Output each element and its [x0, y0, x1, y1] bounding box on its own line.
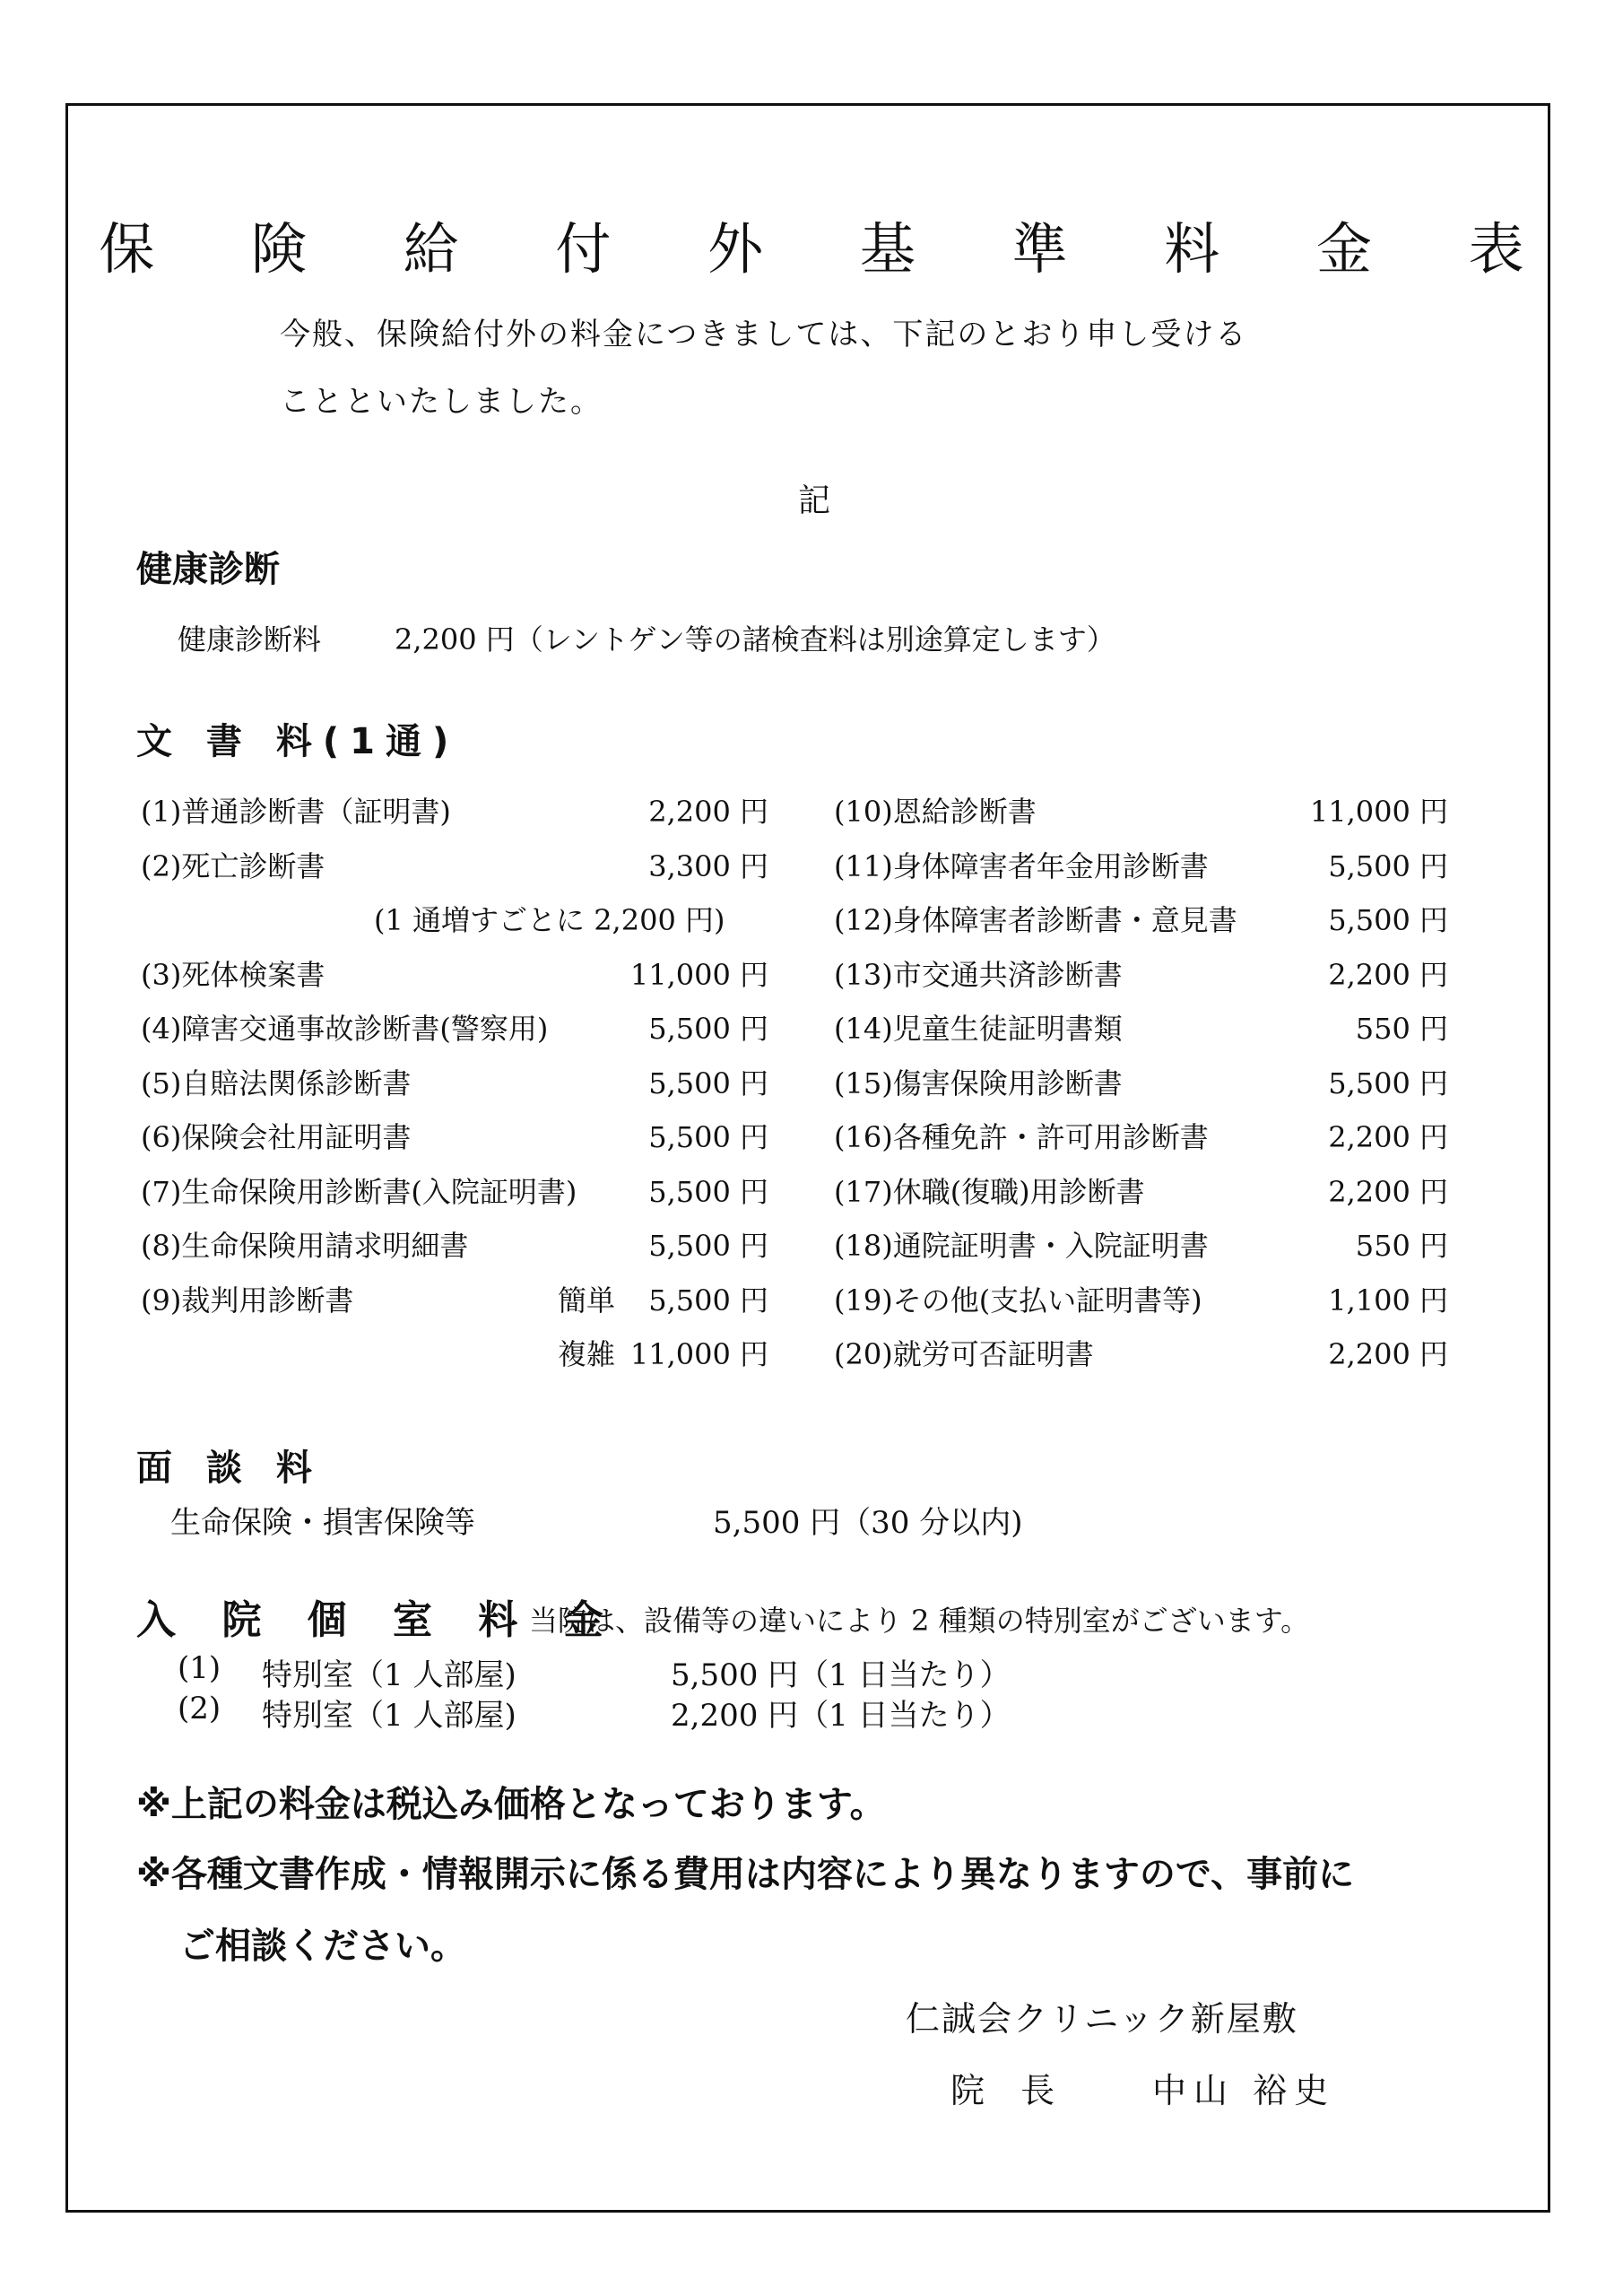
fee-row — [834, 1006, 1448, 1046]
fee-label: (7)生命保険用診断書(入院証明書) — [141, 1174, 577, 1209]
health-check-heading: 健康診断 — [136, 549, 280, 590]
fee-row — [834, 844, 1448, 883]
fee-row — [141, 1006, 768, 1046]
fee-amount: 5,500 円 — [1328, 848, 1448, 883]
director-name: 中山 裕史 — [1152, 2071, 1336, 2110]
fee-amount: 5,500 円 — [648, 1012, 768, 1046]
fee-row — [834, 1278, 1448, 1318]
fee-label: (1)普通診断書（証明書) — [141, 795, 451, 829]
fee-amount: 550 円 — [1355, 1229, 1448, 1263]
fee-amount: 3,300 円 — [648, 848, 768, 883]
fee-row — [834, 952, 1448, 992]
fee-amount: 11,000 円 — [629, 1337, 768, 1371]
fee-amount: 2,200 円 — [1328, 1120, 1448, 1154]
interview-item-label: 生命保険・損害保険等 — [170, 1505, 475, 1541]
fee-amount: 1,100 円 — [1328, 1283, 1448, 1318]
intro-line-1: 今般、保険給付外の料金につきましては、下記のとおり申し受ける — [280, 317, 1248, 352]
fee-sub-label: 複雑 — [558, 1337, 616, 1371]
fee-amount: 5,500 円 — [648, 1283, 768, 1318]
fee-label: (11)身体障害者年金用診断書 — [834, 848, 1209, 883]
fee-sub-label: 簡単 — [558, 1283, 616, 1318]
fee-row — [834, 1115, 1448, 1154]
room-2-price: 2,200 円（1 日当たり） — [671, 1698, 1011, 1734]
fee-amount: 2,200 円 — [1328, 1174, 1448, 1209]
fee-row — [834, 789, 1448, 829]
director-title: 院 長 — [950, 2071, 1068, 2110]
fee-label: (4)障害交通事故診断書(警察用) — [141, 1012, 549, 1046]
fee-label: (5)自賠法関係診断書 — [141, 1065, 412, 1100]
fee-label: (8)生命保険用請求明細書 — [141, 1229, 469, 1263]
rooms-note: 当院は、設備等の違いにより 2 種類の特別室がございます。 — [529, 1604, 1310, 1638]
ki-marker: 記 — [798, 483, 831, 519]
fee-row — [141, 1278, 768, 1318]
fee-amount: 11,000 円 — [629, 957, 768, 992]
fee-row — [834, 1223, 1448, 1263]
fee-label: (16)各種免許・許可用診断書 — [834, 1120, 1209, 1154]
interview-heading: 面 談 料 — [136, 1448, 323, 1489]
fee-label: (13)市交通共済診断書 — [834, 957, 1123, 992]
fee-row — [141, 1115, 768, 1154]
fee-row — [834, 1170, 1448, 1209]
fee-label: (14)児童生徒証明書類 — [834, 1012, 1123, 1046]
fee-label: (18)通院証明書・入院証明書 — [834, 1229, 1209, 1263]
room-1-label: 特別室（1 人部屋) — [262, 1657, 516, 1693]
fee-label: (10)恩給診断書 — [834, 795, 1037, 829]
rooms-heading: 入 院 個 室 料 金 — [136, 1597, 620, 1643]
room-1-price: 5,500 円（1 日当たり） — [671, 1657, 1011, 1693]
fee-amount: 5,500 円 — [648, 1174, 768, 1209]
documents-cost-note-line-2: ご相談ください。 — [179, 1926, 466, 1967]
room-2-number: (2) — [178, 1691, 221, 1726]
fee-label: (15)傷害保険用診断書 — [834, 1065, 1123, 1100]
documents-cost-note-line-1: ※各種文書作成・情報開示に係る費用は内容により異なりますので、事前に — [136, 1854, 1355, 1895]
page-title: 保 険 給 付 外 基 準 料 金 表 — [99, 216, 1564, 282]
fee-amount: 2,200 円 — [648, 795, 768, 829]
fee-row — [141, 898, 768, 937]
fee-row — [141, 844, 768, 883]
fee-label: (19)その他(支払い証明書等) — [834, 1283, 1202, 1318]
fee-label: (9)裁判用診断書 — [141, 1283, 354, 1318]
fee-label: (3)死体検案書 — [141, 957, 325, 992]
fee-label: (2)死亡診断書 — [141, 848, 325, 883]
tax-note: ※上記の料金は税込み価格となっております。 — [136, 1784, 886, 1825]
fee-row — [834, 1061, 1448, 1100]
fee-label: (12)身体障害者診断書・意見書 — [834, 903, 1237, 937]
fee-amount: 5,500 円 — [1328, 1065, 1448, 1100]
documents-heading: 文 書 料(1通) — [136, 721, 460, 762]
fee-amount: 11,000 円 — [1309, 795, 1448, 829]
room-2-label: 特別室（1 人部屋) — [262, 1698, 516, 1734]
fee-amount: 2,200 円 — [1328, 957, 1448, 992]
fee-sub-label: (1 通増すごとに 2,200 円) — [374, 903, 725, 937]
fee-amount: 5,500 円 — [648, 1120, 768, 1154]
fee-row — [141, 1332, 768, 1371]
fee-amount: 5,500 円 — [648, 1065, 768, 1100]
fee-label: (20)就労可否証明書 — [834, 1337, 1094, 1371]
fee-label: (17)休職(復職)用診断書 — [834, 1174, 1145, 1209]
fee-row — [141, 789, 768, 829]
fee-row — [834, 898, 1448, 937]
intro-line-2: ことといたしました。 — [280, 384, 603, 420]
fee-row — [141, 952, 768, 992]
clinic-name: 仁誠会クリニック新屋敷 — [906, 1999, 1298, 2039]
fee-label: (6)保険会社用証明書 — [141, 1120, 412, 1154]
fee-amount: 5,500 円 — [1328, 903, 1448, 937]
interview-item-detail: 5,500 円（30 分以内) — [713, 1505, 1023, 1541]
room-1-number: (1) — [178, 1650, 221, 1686]
fee-amount: 5,500 円 — [648, 1229, 768, 1263]
fee-row — [834, 1332, 1448, 1371]
health-check-item-detail: 2,200 円（レントゲン等の諸検査料は別途算定します） — [395, 622, 1115, 657]
fee-amount: 550 円 — [1355, 1012, 1448, 1046]
fee-amount: 2,200 円 — [1328, 1337, 1448, 1371]
fee-row — [141, 1170, 768, 1209]
health-check-item-label: 健康診断料 — [178, 622, 322, 657]
fee-row — [141, 1223, 768, 1263]
fee-row — [141, 1061, 768, 1100]
